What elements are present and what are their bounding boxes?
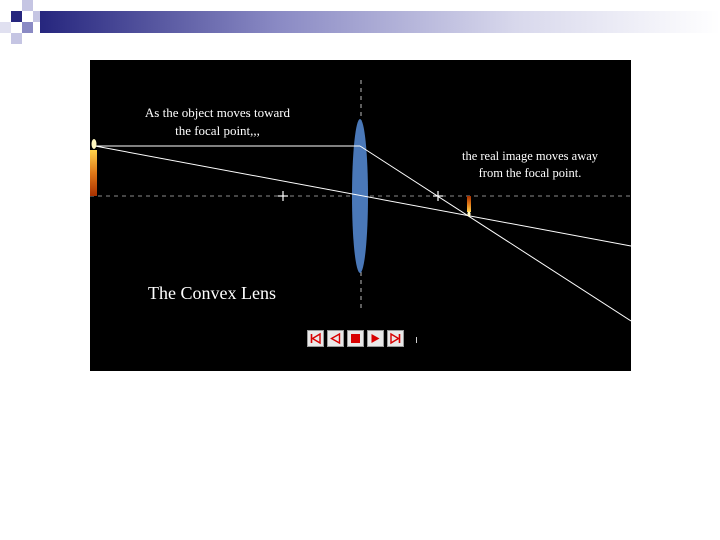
skip-forward-icon <box>388 331 403 346</box>
caption-right-line-2: from the focal point. <box>478 166 582 180</box>
real-image-icon <box>467 196 471 217</box>
header-gradient-bar <box>40 11 720 33</box>
stop-icon <box>348 331 363 346</box>
timeline-tick <box>416 337 417 343</box>
convex-lens-simulation[interactable] <box>90 60 631 371</box>
candle-object-icon <box>90 139 97 196</box>
simulation-title: The Convex Lens <box>148 283 276 303</box>
rewind-start-button[interactable] <box>307 330 324 347</box>
caption-left-line-2: the focal point,,, <box>175 123 260 138</box>
header-square-6 <box>0 22 11 33</box>
focal-point-left <box>278 191 288 201</box>
caption-image-moves <box>445 148 615 182</box>
play-icon <box>368 331 383 346</box>
caption-object-moves <box>110 104 325 140</box>
header-square-3 <box>22 22 33 33</box>
play-button[interactable] <box>367 330 384 347</box>
playback-controls <box>307 330 404 347</box>
forward-end-button[interactable] <box>387 330 404 347</box>
header-square-2 <box>22 0 33 11</box>
caption-right-line-1: the real image moves away <box>461 149 599 163</box>
caption-left-line-1: As the object moves toward <box>144 105 291 120</box>
step-back-button[interactable] <box>327 330 344 347</box>
step-back-icon <box>328 331 343 346</box>
header-square-1 <box>11 11 22 22</box>
skip-back-icon <box>308 331 323 346</box>
stop-button[interactable] <box>347 330 364 347</box>
header-square-5 <box>11 33 22 44</box>
